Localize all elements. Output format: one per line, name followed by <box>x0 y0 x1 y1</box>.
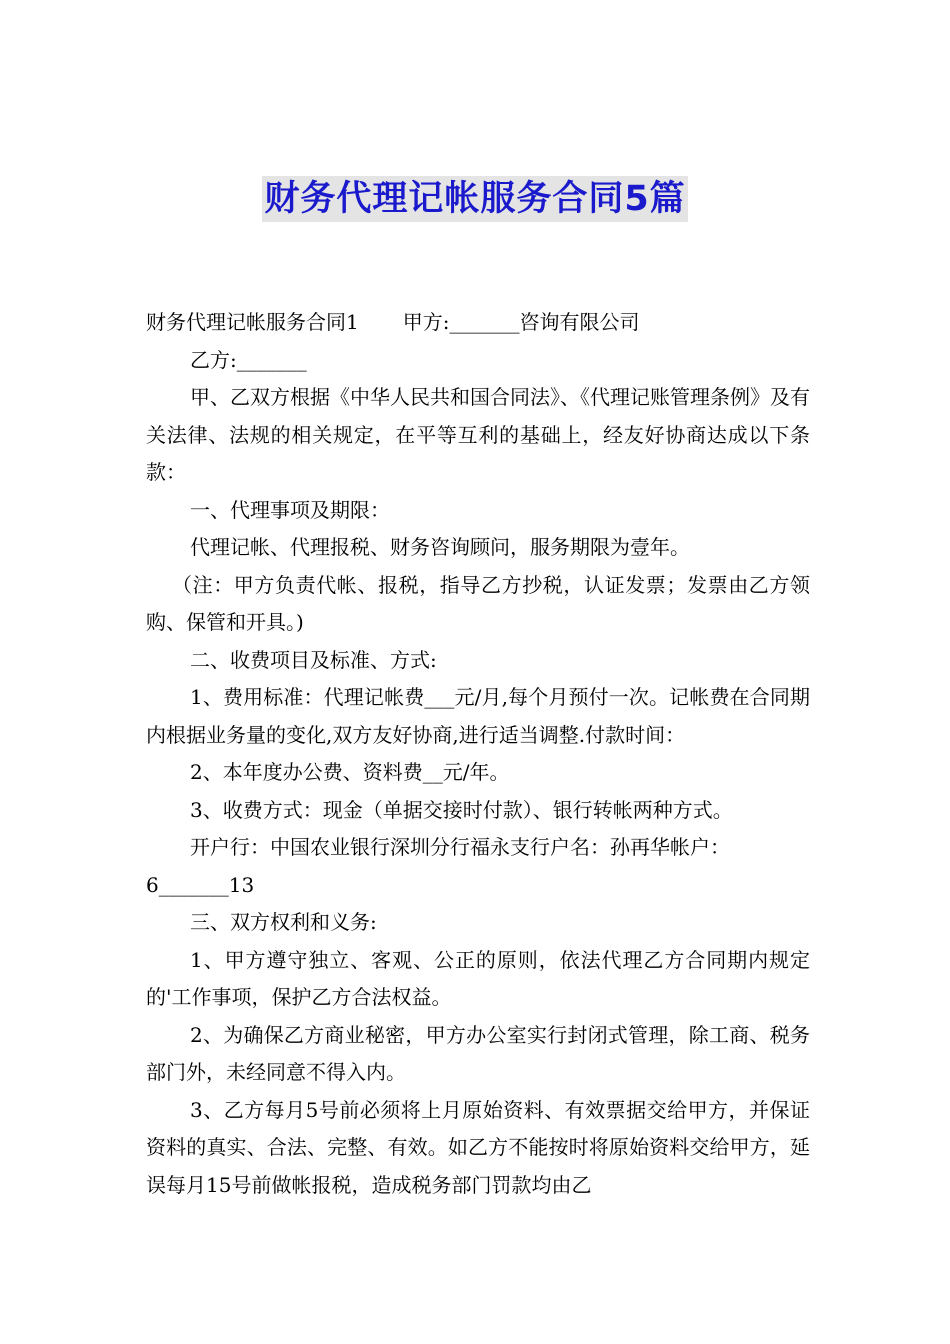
paragraph-account-number: 6_______13 <box>146 872 255 897</box>
title-container <box>0 176 950 222</box>
paragraph-party-b: 乙方:_______ <box>190 347 307 372</box>
paragraph-heading-line <box>146 304 810 342</box>
paragraph-duty-2: 2、为确保乙方商业秘密，甲方办公室实行封闭式管理，除工商、税务部门外，未经同意不得入内。 <box>146 1022 810 1084</box>
paragraph-preamble: 甲、乙双方根据《中华人民共和国合同法》、《代理记账管理条例》及有关法律、法规的相关规定，在平等互利的基础上，经友好协商达成以下条款： <box>146 385 810 484</box>
party-a-line: 甲方:_______咨询有限公司 <box>402 310 640 334</box>
document-title: 财务代理记帐服务合同5篇 <box>262 176 687 222</box>
paragraph-office-fee: 2、本年度办公费、资料费__元/年。 <box>190 760 510 784</box>
section-heading-2: 二、收费项目及标准、方式: <box>190 647 437 672</box>
paragraph-fee-standard: 1、费用标准：代理记帐费___元/月,每个月预付一次。记帐费在合同期内根据业务量的变化,双方友好协商,进行适当调整.付款时间： <box>146 685 810 747</box>
contract-number-label: 财务代理记帐服务合同1 <box>146 310 359 334</box>
paragraph-payment-method: 3、收费方式：现金（单据交接时付款）、银行转帐两种方式。 <box>190 797 733 822</box>
paragraph-duty-1: 1、甲方遵守独立、客观、公正的原则，依法代理乙方合同期内规定的'工作事项，保护乙方合法权益。 <box>146 947 810 1009</box>
paragraph-duty-3: 3、乙方每月5号前必须将上月原始资料、有效票据交给甲方，并保证资料的真实、合法、完整、有效。如乙方不能按时将原始资料交给甲方，延误每月15号前做帐报税，造成税务部门罚款均由乙 <box>146 1097 810 1197</box>
document-body <box>146 304 810 1204</box>
paragraph-scope: 代理记帐、代理报税、财务咨询顾问，服务期限为壹年。 <box>190 535 690 559</box>
paragraph-bank-info: 开户行：中国农业银行深圳分行福永支行户名：孙再华帐户： <box>190 835 730 859</box>
section-heading-1: 一、代理事项及期限： <box>190 497 390 522</box>
paragraph-note: （注：甲方负责代帐、报税，指导乙方抄税，认证发票；发票由乙方领购、保管和开具。) <box>146 572 810 634</box>
section-heading-3: 三、双方权利和义务: <box>190 910 377 934</box>
